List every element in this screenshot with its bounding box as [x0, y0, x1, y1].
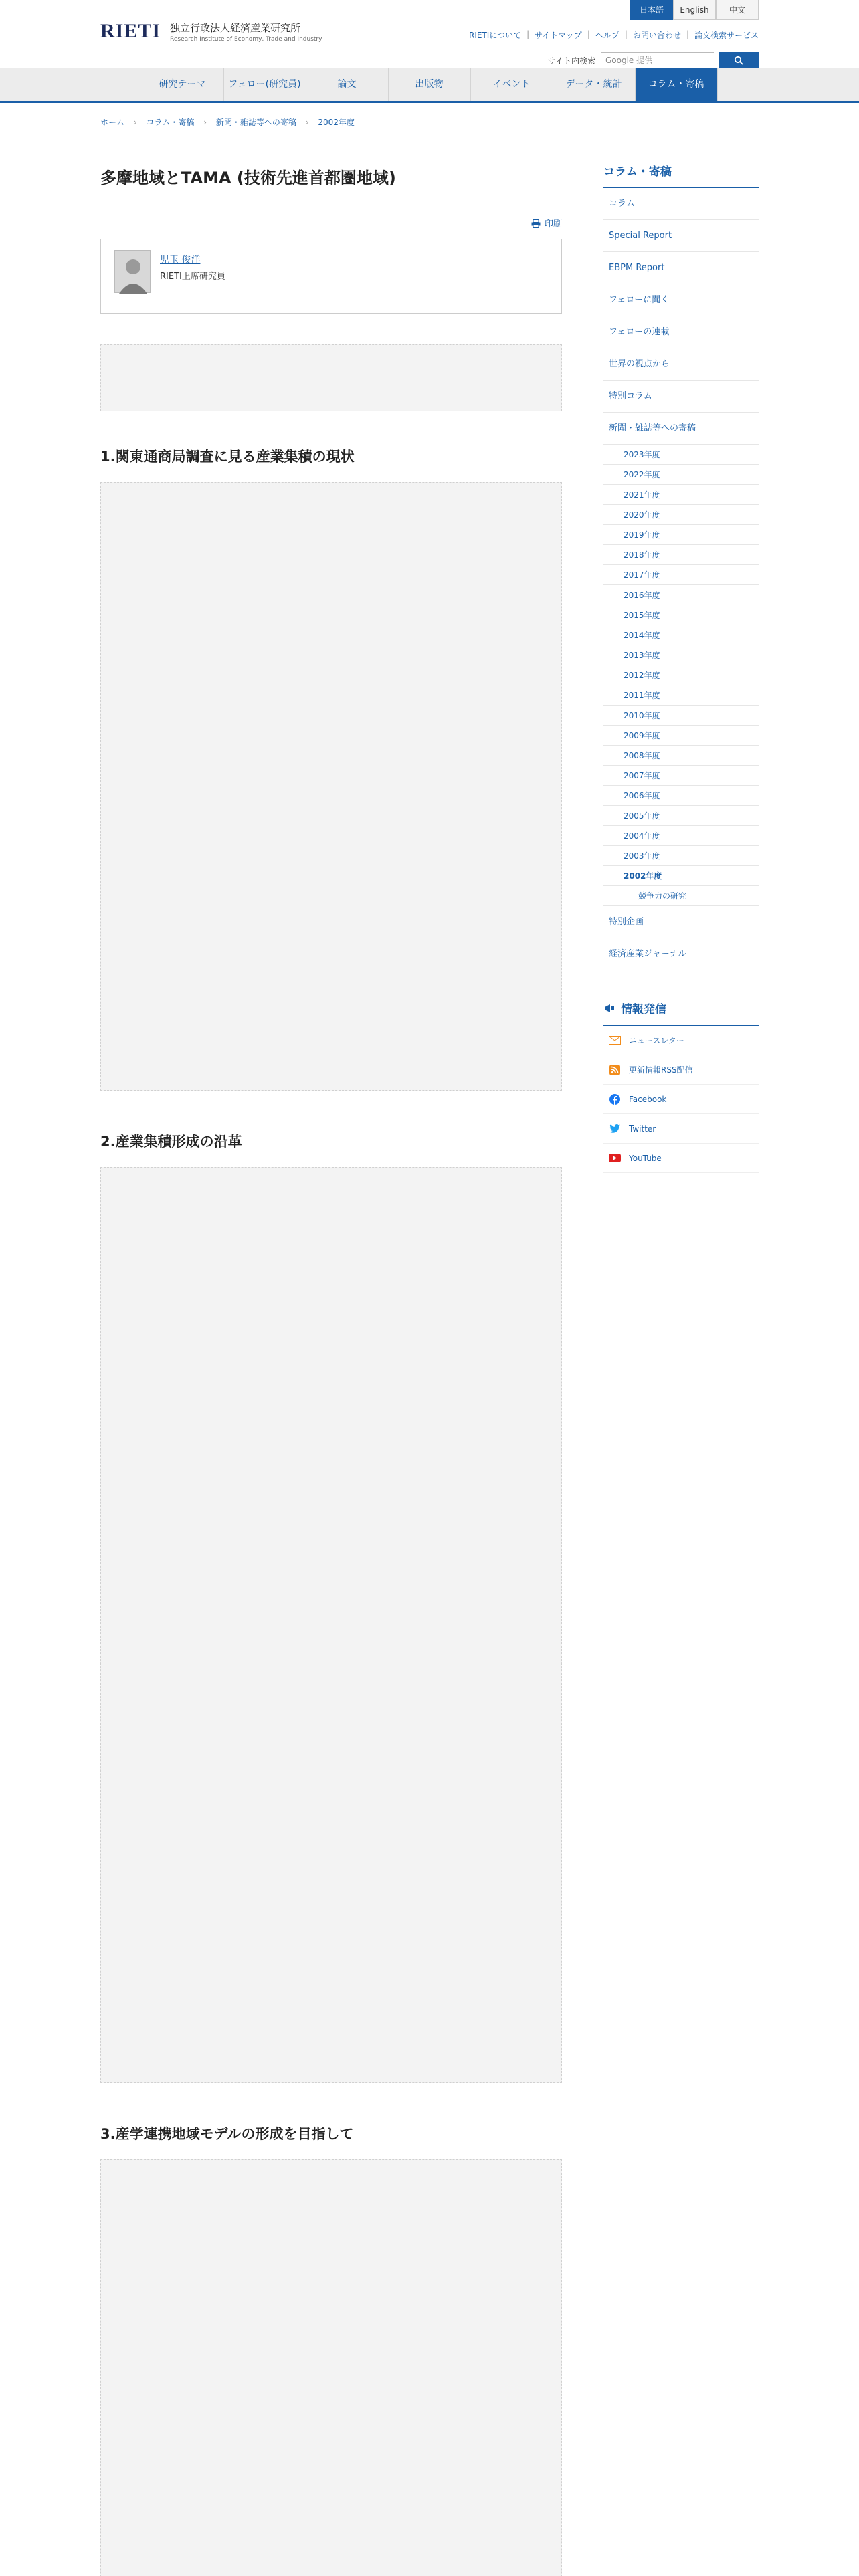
twitter-link[interactable]	[603, 1114, 759, 1144]
nav-events[interactable]: イベント	[471, 68, 553, 101]
breadcrumb-year[interactable]: 2002年度	[318, 118, 355, 127]
logo-mark: RIETI	[100, 20, 161, 42]
sidebar-year[interactable]: 2010年度	[603, 706, 759, 726]
sidebar-item-special-feature[interactable]: 特別企画	[603, 906, 759, 938]
sidebar-item-special-column[interactable]: 特別コラム	[603, 381, 759, 413]
printer-icon	[531, 219, 541, 228]
youtube-link[interactable]	[603, 1144, 759, 1173]
sidebar-menu	[603, 188, 759, 970]
sidebar-year-current[interactable]: 2002年度	[603, 866, 759, 886]
sidebar-year[interactable]: 2004年度	[603, 826, 759, 846]
nav-papers[interactable]: 論文	[306, 68, 389, 101]
lang-chinese[interactable]: 中文	[716, 0, 759, 20]
search-button[interactable]	[719, 52, 759, 68]
article	[100, 144, 562, 2576]
section-heading-1: 1.関東通商局調査に見る産業集積の現状	[100, 449, 355, 465]
sidebar-year[interactable]: 2021年度	[603, 485, 759, 505]
sidebar-year[interactable]: 2011年度	[603, 685, 759, 706]
youtube-icon	[609, 1154, 621, 1162]
newsletter-link[interactable]	[603, 1026, 759, 1055]
lang-japanese[interactable]: 日本語	[630, 0, 673, 20]
facebook-link[interactable]	[603, 1085, 759, 1114]
global-nav	[0, 68, 859, 103]
sidebar	[603, 158, 759, 1173]
sidebar-subitem[interactable]: 競争力の研究	[603, 886, 759, 906]
breadcrumb-columns[interactable]: コラム・寄稿	[146, 118, 195, 127]
org-name-en: Research Institute of Economy, Trade and Industry	[170, 35, 322, 43]
sidebar-year[interactable]: 2019年度	[603, 525, 759, 545]
youtube-label: YouTube	[629, 1153, 662, 1163]
site-header	[0, 0, 859, 68]
section-heading-2: 2.産業集積形成の沿革	[100, 1134, 242, 1150]
search-icon	[734, 56, 743, 65]
rss-icon	[609, 1065, 620, 1075]
search-label: サイト内検索	[547, 56, 595, 66]
rss-label: 更新情報RSS配信	[629, 1065, 693, 1075]
sidebar-year[interactable]: 2013年度	[603, 645, 759, 665]
sidebar-year[interactable]: 2020年度	[603, 505, 759, 525]
section-3-body	[100, 2159, 562, 2576]
divider: |	[527, 29, 530, 39]
link-about[interactable]: RIETIについて	[468, 31, 522, 40]
megaphone-icon	[603, 1002, 615, 1014]
link-sitemap[interactable]: サイトマップ	[535, 31, 582, 40]
sidebar-title: コラム・寄稿	[603, 158, 759, 188]
mail-icon	[609, 1036, 621, 1045]
newsletter-label: ニュースレター	[629, 1036, 684, 1045]
sidebar-item-contributions[interactable]: 新聞・雑誌等への寄稿	[603, 413, 759, 445]
section-1-body	[100, 482, 562, 1091]
sidebar-year[interactable]: 2008年度	[603, 746, 759, 766]
nav-publications[interactable]: 出版物	[389, 68, 471, 101]
nav-research-themes[interactable]: 研究テーマ	[142, 68, 224, 101]
divider: |	[686, 29, 689, 39]
author-name-link[interactable]: 児玉 俊洋	[160, 255, 201, 265]
org-name-jp: 独立行政法人経済産業研究所	[170, 21, 301, 34]
section-2-body	[100, 1167, 562, 2083]
twitter-icon	[609, 1124, 620, 1134]
divider: |	[624, 29, 628, 39]
sidebar-year[interactable]: 2005年度	[603, 806, 759, 826]
language-switcher	[630, 0, 759, 20]
sidebar-year[interactable]: 2022年度	[603, 465, 759, 485]
sidebar-year[interactable]: 2014年度	[603, 625, 759, 645]
sidebar-year[interactable]: 2003年度	[603, 846, 759, 866]
nav-columns[interactable]: コラム・寄稿	[636, 68, 718, 101]
search-input[interactable]: Google 提供	[601, 52, 714, 68]
sidebar-item-world-perspective[interactable]: 世界の視点から	[603, 348, 759, 381]
sidebar-item-journal[interactable]: 経済産業ジャーナル	[603, 938, 759, 970]
sidebar-item-special-report[interactable]: Special Report	[603, 220, 759, 252]
facebook-icon	[609, 1094, 620, 1105]
sidebar-year[interactable]: 2016年度	[603, 585, 759, 605]
author-photo	[114, 250, 151, 293]
facebook-label: Facebook	[629, 1094, 667, 1104]
nav-data-statistics[interactable]: データ・統計	[553, 68, 636, 101]
intro-paragraph	[100, 344, 562, 411]
link-contact[interactable]: お問い合わせ	[632, 31, 681, 40]
news-title-text: 情報発信	[621, 1003, 666, 1016]
link-help[interactable]: ヘルプ	[595, 31, 619, 40]
sidebar-year[interactable]: 2006年度	[603, 786, 759, 806]
section-heading-3: 3.産学連携地域モデルの形成を目指して	[100, 2126, 354, 2142]
page-title: 多摩地域とTAMA (技術先進首都圏地域)	[100, 165, 562, 203]
site-logo[interactable]	[100, 20, 322, 43]
print-button[interactable]	[100, 217, 562, 229]
sidebar-year[interactable]: 2009年度	[603, 726, 759, 746]
breadcrumb-contributions[interactable]: 新聞・雑誌等への寄稿	[215, 118, 296, 127]
utility-links	[469, 29, 759, 41]
site-search	[548, 52, 759, 68]
breadcrumb	[0, 103, 859, 144]
nav-fellows[interactable]: フェロー(研究員)	[224, 68, 306, 101]
rss-link[interactable]	[603, 1055, 759, 1085]
print-label: 印刷	[544, 219, 562, 229]
chevron-right-icon: ›	[133, 118, 137, 127]
chevron-right-icon: ›	[305, 118, 309, 127]
breadcrumb-home[interactable]: ホーム	[100, 118, 125, 127]
twitter-label: Twitter	[629, 1123, 656, 1134]
divider: |	[587, 29, 590, 39]
sidebar-year[interactable]: 2012年度	[603, 665, 759, 685]
sidebar-item-ebpm-report[interactable]: EBPM Report	[603, 252, 759, 284]
sidebar-item-column[interactable]: コラム	[603, 188, 759, 220]
link-paper-search[interactable]: 論文検索サービス	[694, 31, 759, 40]
author-card	[100, 239, 562, 314]
sidebar-year[interactable]: 2007年度	[603, 766, 759, 786]
lang-english[interactable]: English	[673, 0, 716, 20]
author-role: RIETI上席研究員	[160, 272, 225, 282]
sidebar-year[interactable]: 2015年度	[603, 605, 759, 625]
sidebar-year[interactable]: 2017年度	[603, 565, 759, 585]
chevron-right-icon: ›	[203, 118, 207, 127]
news-section-title	[603, 996, 759, 1026]
sidebar-year[interactable]: 2018年度	[603, 545, 759, 565]
sidebar-item-fellow-series[interactable]: フェローの連載	[603, 316, 759, 348]
sidebar-year[interactable]: 2023年度	[603, 445, 759, 465]
sidebar-item-fellow-interview[interactable]: フェローに聞く	[603, 284, 759, 316]
